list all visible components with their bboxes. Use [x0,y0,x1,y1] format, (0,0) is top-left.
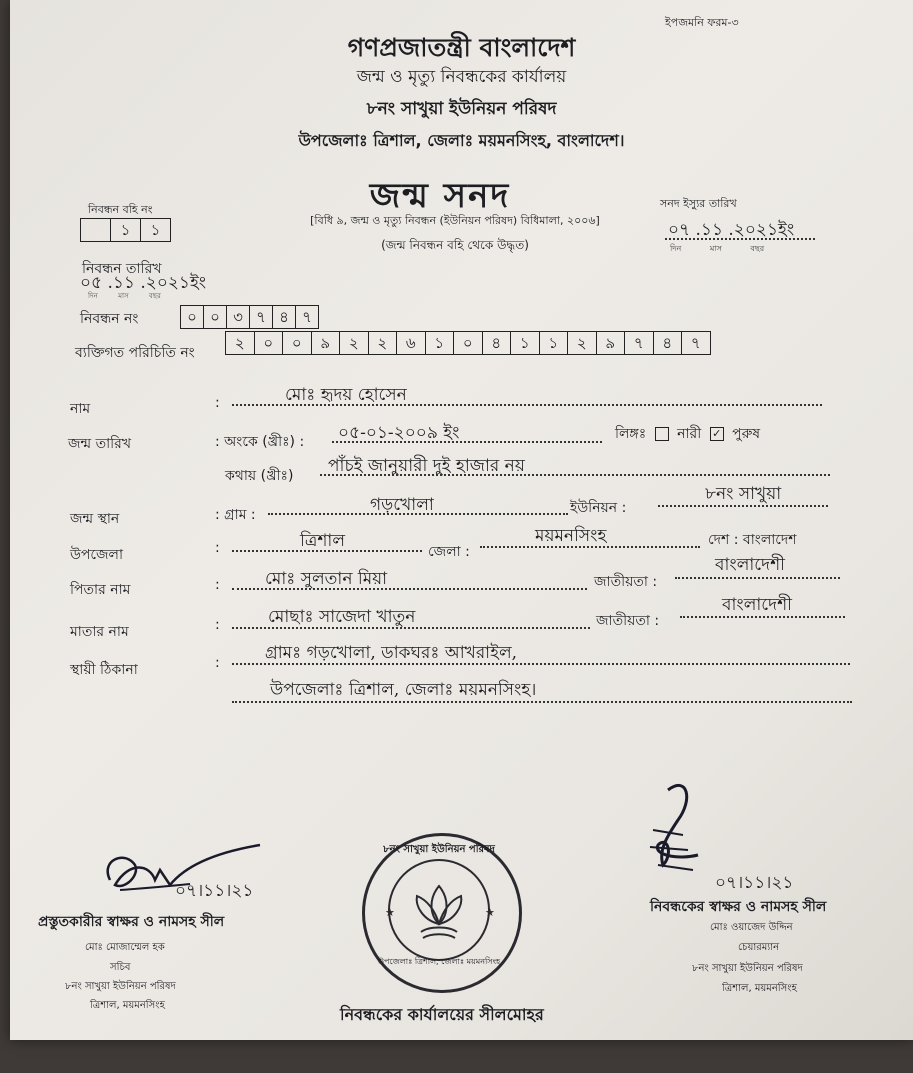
rule-reference: [বিধি ৯, জন্ম ও মৃত্যু নিবন্ধন (ইউনিয়ন পরিষদ) বিধিমালা, ২০০৬] [310,214,600,227]
father-label: পিতার নাম [70,582,131,598]
sex-label: লিঙ্গঃ [615,426,647,442]
female-checkbox [655,427,669,441]
issue-date-label: সনদ ইস্যুর তারিখ [660,197,737,210]
pid-digit: ২ [226,332,255,354]
male-label: পুরুষ [732,426,761,442]
book-digit [81,219,111,241]
colon: : [215,617,220,633]
reg-digit: ৪ [273,306,296,328]
district-value: ময়মনসিংহ [535,526,607,546]
name-label: নাম [70,401,91,417]
address-underline-1 [232,663,850,665]
preparer-name: মোঃ মোজাম্মেল হক [85,942,165,953]
pid-digit: ২ [369,332,398,354]
village-line [268,513,568,515]
reg-date-label: নিবন্ধন তারিখ [82,261,162,277]
mother-nationality-label: জাতীয়তা : [596,613,660,629]
personal-id-label: ব্যক্তিগত পরিচিতি নং [75,345,195,361]
pid-digit: ২ [568,332,597,354]
registrar-title: চেয়ারম্যান [738,942,780,953]
male-checkbox: ✓ [710,427,724,441]
reg-digit: ৭ [302,308,312,326]
office-title: জন্ম ও মৃত্যু নিবন্ধকের কার্যালয় [356,67,567,87]
pid-digit: ০ [454,332,483,354]
sex-field [615,422,760,446]
union-label: ইউনিয়ন : [570,500,627,516]
registrar-place: ত্রিশাল, ময়মনসিংহ [722,983,797,994]
birth-certificate [10,0,913,1040]
registrar-name: মোঃ ওয়াজেদ উদ্দিন [710,922,793,933]
book-number-label: নিবন্ধন বহি নং [88,203,153,216]
dob-label: জন্ম তারিখ [68,436,132,452]
father-nationality-value: বাংলাদেশী [715,555,785,575]
pid-digit: ৪ [654,332,683,354]
issue-date-value: ০৭ .১১ .২০২১ইং [668,220,795,240]
dob-line [332,441,602,443]
pid-digit: ০ [255,332,284,354]
address-line-2: উপজেলাঃ ত্রিশাল, জেলাঃ ময়মনসিংহ। [270,680,537,700]
pid-digit: ৯ [597,332,626,354]
registrar-signature [638,775,758,885]
preparer-caption: প্রস্তুতকারীর স্বাক্ষর ও নামসহ সীল [38,914,225,930]
registrar-date: ০৭।১১।২১ [715,873,794,893]
dob-words-line [320,474,830,476]
father-value: মোঃ সুলতান মিয়া [265,569,388,589]
village-label: : গ্রাম : [215,507,256,523]
colon: : [215,395,220,411]
office-seal [362,833,522,993]
pid-digit: ১ [511,332,540,354]
female-label: নারী [677,426,702,442]
father-nationality-line [675,577,840,579]
country-title: গণপ্রজাতন্ত্রী বাংলাদেশ [347,33,576,62]
dob-words-label: কথায় (খ্রীঃ) [225,468,294,484]
colon: : [215,655,220,671]
pid-digit: ২ [340,332,369,354]
address-underline-2 [232,701,852,703]
preparer-title: সচিব [110,962,131,973]
reg-date-parts: দিন মাস বছর [88,292,161,300]
mother-label: মাতার নাম [70,624,129,640]
district-label: জেলা : [428,544,470,560]
svg-text:★: ★ [485,906,495,919]
district-line [480,546,700,548]
book-digit: ১ [111,219,141,241]
union-value: ৮নং সাখুয়া [705,484,782,504]
pid-digit: ৭ [625,332,654,354]
location-line: উপজেলাঃ ত্রিশাল, জেলাঃ ময়মনসিংহ, বাংলাদেশ। [298,131,625,150]
reg-digit: ৭ [250,306,273,328]
upazila-value: ত্রিশাল [300,531,346,551]
colon: : [215,540,220,556]
mother-nationality-line [680,616,845,618]
preparer-org: ৮নং সাখুয়া ইউনিয়ন পরিষদ [65,981,176,992]
pid-digit: ৬ [397,332,426,354]
father-nationality-label: জাতীয়তা : [594,574,658,590]
registrar-org: ৮নং সাখুয়া ইউনিয়ন পরিষদ [692,963,803,974]
pid-digit: ৭ [690,334,701,352]
dob-words-value: পাঁচই জানুয়ারী দুই হাজার নয় [328,456,525,476]
dob-value: ০৫-০১-২০০৯ ইং [338,423,460,443]
mother-nationality-value: বাংলাদেশী [722,595,792,615]
upazila-line [232,550,422,552]
father-line [232,588,587,590]
pid-digit: ১ [426,332,455,354]
reg-digit: ৩ [227,306,250,328]
reg-digit: ০ [204,306,227,328]
book-digit: ১ [150,221,161,239]
pid-digit: ১ [540,332,569,354]
union-title: ৮নং সাখুয়া ইউনিয়ন পরিষদ [366,99,557,119]
upazila-label: উপজেলা [70,547,124,563]
pid-digit: ৪ [483,332,512,354]
book-number-boxes [80,218,171,242]
dob-digits-label: : অংকে (খ্রীঃ) : [215,434,305,450]
personal-id-boxes [225,331,711,355]
reg-digit: ০ [181,306,204,328]
birthplace-label: জন্ম স্থান [70,511,120,527]
pid-digit: ০ [283,332,312,354]
village-value: গড়খোলা [370,495,434,515]
country-field: দেশ : বাংলাদেশ [708,532,797,548]
seal-caption: নিবন্ধকের কার্যালয়ের সীলমোহর [340,1005,544,1024]
name-value: মোঃ হৃদয় হোসেন [285,385,407,405]
mother-line [232,627,590,629]
address-line-1: গ্রামঃ গড়খোলা, ডাকঘরঃ আখরাইল, [265,643,518,663]
preparer-place: ত্রিশাল, ময়মনসিংহ [90,1000,165,1011]
mother-value: মোছাঃ সাজেদা খাতুন [268,607,416,627]
preparer-date: ০৭।১১।২১ [175,881,254,901]
union-line [658,505,828,507]
extract-note: (জন্ম নিবন্ধন বহি থেকে উদ্ধৃত) [381,238,529,252]
seal-bottom-text: উপজেলাঃ ত্রিশাল, জেলাঃ ময়মনসিংহ [377,957,501,966]
registrar-caption: নিবন্ধকের স্বাক্ষর ও নামসহ সীল [650,899,827,915]
reg-number-label: নিবন্ধন নং [80,311,139,327]
issue-date-parts: দিন মাস বছর [670,244,765,253]
certificate-title: জন্ম সনদ [369,176,511,216]
address-label: স্থায়ী ঠিকানা [70,662,138,678]
reg-number-boxes [180,305,319,329]
name-line [232,404,822,406]
pid-digit: ৯ [312,332,341,354]
seal-ring-text: ৮নং সাখুয়া ইউনিয়ন পরিষদ [383,844,495,855]
reg-date-value: ০৫ .১১ .২০২১ইং [80,273,207,293]
colon: : [215,577,220,593]
issue-date-line [665,238,815,240]
svg-text:★: ★ [385,906,395,919]
form-number: ইপজমনি ফরম-৩ [665,16,739,29]
